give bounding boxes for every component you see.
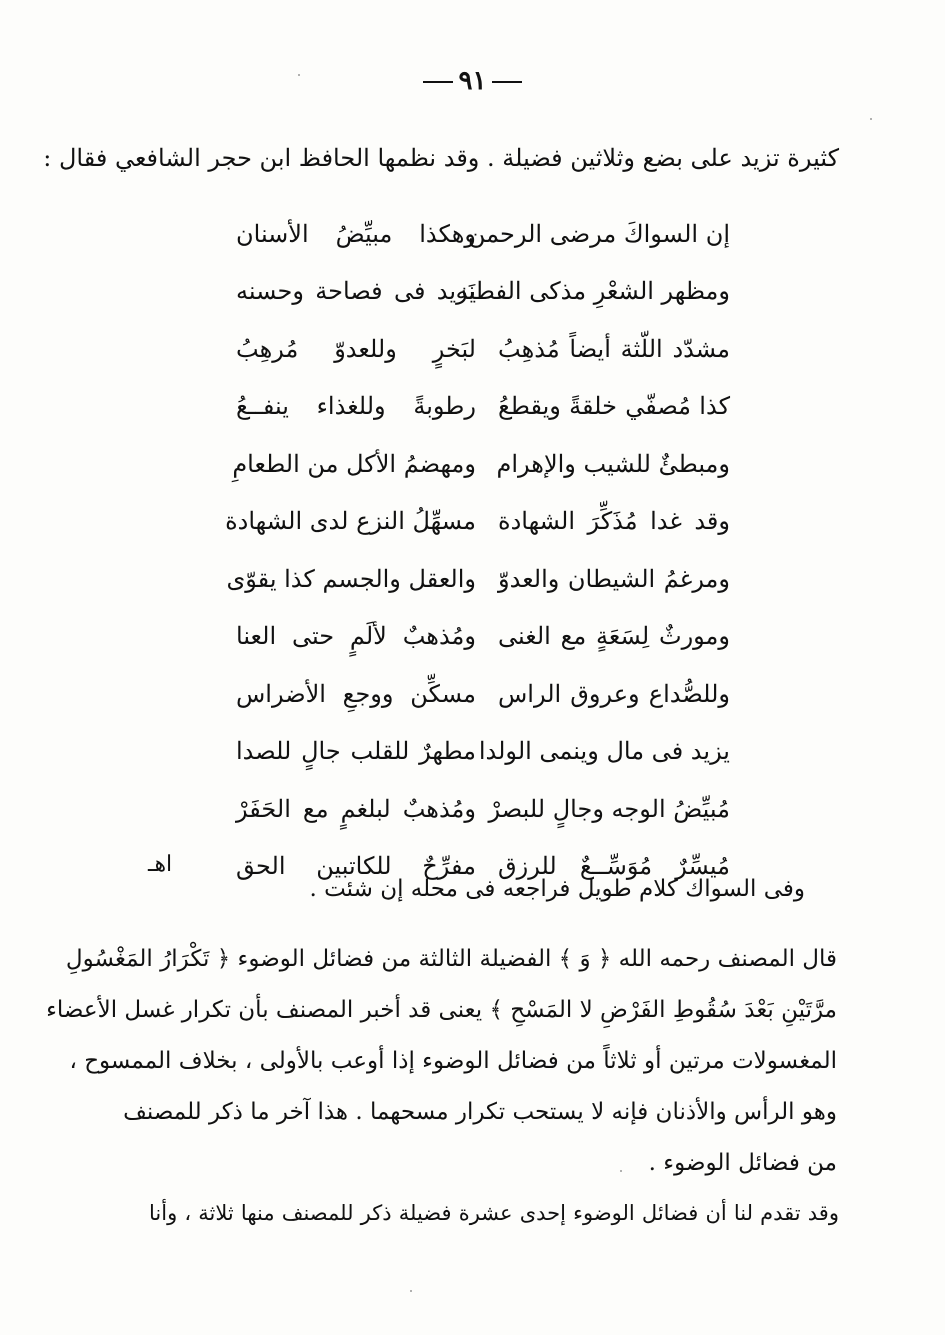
verse-second-hemistich: مفرِّحٌ للكاتبين الحق <box>236 852 476 881</box>
body-line: مرَّتَيْنِ بَعْدَ سُقُوطِ الفَرْضِ لا المَسْحِ ﴾ يعنى قد أخبر المصنف بأن تكرار غسل الأعضاء <box>46 997 837 1023</box>
verse-first-hemistich: مُبيِّضُ الوجه وجالٍ للبصرْ <box>488 794 730 823</box>
page-number-dash-left <box>423 81 453 83</box>
body-line: المغسولات مرتين أو ثلاثاً من فضائل الوضوء إذا أوعب بالأولى ، بخلاف الممسوح ، <box>69 1048 837 1074</box>
after-poem-line: وفى السواك كلام طويل فراجعه فى محله إن شئت . <box>309 876 805 902</box>
verse-second-hemistich: يزيد فى فصاحة وحسنه <box>236 277 476 306</box>
verse-first-hemistich: إن السواكَ مرضى الرحمن <box>467 219 730 248</box>
poem-verse <box>150 263 730 321</box>
poem-verse <box>150 665 730 723</box>
verse-second-hemistich: وهكذا مبيِّضُ الأسنان <box>236 219 476 248</box>
verse-first-hemistich: كذا مُصفّي خلقةً ويقطعُ <box>498 392 730 421</box>
verse-second-hemistich: ومُذهبٌ لبلغمٍ مع الحَفَرْ <box>236 794 476 823</box>
page-number-dash-right <box>492 81 522 83</box>
poem-verse <box>150 723 730 781</box>
verse-first-hemistich: ومورثٌ لِسَعَةٍ مع الغنى <box>498 622 730 651</box>
poem-verse <box>150 608 730 666</box>
verse-second-hemistich: مطهرٌ للقلب جالٍ للصدا <box>236 737 476 766</box>
verse-second-hemistich: رطوبةً وللغذاء ينفــعُ <box>236 392 476 421</box>
poem <box>150 205 730 895</box>
poem-verse <box>150 205 730 263</box>
verse-first-hemistich: ومظهر الشعْرِ مذكى الفطنَه <box>455 277 730 306</box>
verse-second-hemistich: مسهِّلُ النزع لدى الشهادة <box>225 507 476 536</box>
scan-speck <box>298 74 300 76</box>
body-line: وهو الرأس والأذنان فإنه لا يستحب تكرار مسحهما . هذا آخر ما ذكر للمصنف <box>123 1099 837 1125</box>
verse-first-hemistich: مُيسِّرٌ مُوَسِّــعٌ للرزق <box>498 852 730 881</box>
verse-second-hemistich: ومُذهبٌ لألَمٍ حتى العنا <box>236 622 476 651</box>
page-number-text: ٩١ <box>458 66 487 96</box>
poem-verse <box>150 780 730 838</box>
verse-second-hemistich: والعقل والجسم كذا يقوّى <box>226 564 476 593</box>
body-line: قال المصنف رحمه الله ﴿ وَ ﴾ الفضيلة الثالثة من فضائل الوضوء ﴿ تَكْرَارُ المَغْسُولِ <box>65 946 837 972</box>
scan-speck <box>410 1290 412 1292</box>
body-paragraph <box>46 934 837 1189</box>
body-line: من فضائل الوضوء . <box>648 1150 837 1176</box>
poem-verse <box>150 378 730 436</box>
scan-speck <box>620 1170 622 1172</box>
poem-verse <box>150 493 730 551</box>
intro-line: كثيرة تزيد على بضع وثلاثين فضيلة . وقد نظمها الحافظ ابن حجر الشافعي فقال : <box>43 144 839 172</box>
verse-second-hemistich: مسكِّن ووجعِ الأضراس <box>236 679 476 708</box>
verse-second-hemistich: ومهضمُ الأكل من الطعامِ <box>232 449 476 478</box>
page-number <box>0 66 945 96</box>
poem-verse <box>150 550 730 608</box>
verse-first-hemistich: مشدّد اللّثة أيضاً مُذهِبُ <box>498 334 730 363</box>
verse-first-hemistich: يزيد فى مال وينمى الولدا <box>478 737 730 766</box>
final-line: وقد تقدم لنا أن فضائل الوضوء إحدى عشرة فضيلة ذكر للمصنف منها ثلاثة ، وأنا <box>149 1201 839 1225</box>
scan-speck <box>870 118 872 120</box>
verse-first-hemistich: ومبطئٌ للشيب والإهرام <box>496 449 730 478</box>
verse-first-hemistich: وللصُّداع وعروق الراس <box>498 679 730 708</box>
poem-verse <box>150 435 730 493</box>
verse-second-hemistich: لبَخرٍ وللعدوّ مُرهِبُ <box>236 334 476 363</box>
verse-first-hemistich: ومرغمُ الشيطان والعدوّ <box>498 564 730 593</box>
verse-first-hemistich: وقد غدا مُذَكِّرَ الشهادة <box>498 507 730 536</box>
poem-end-mark: اهـ <box>148 851 173 877</box>
poem-verse <box>150 320 730 378</box>
